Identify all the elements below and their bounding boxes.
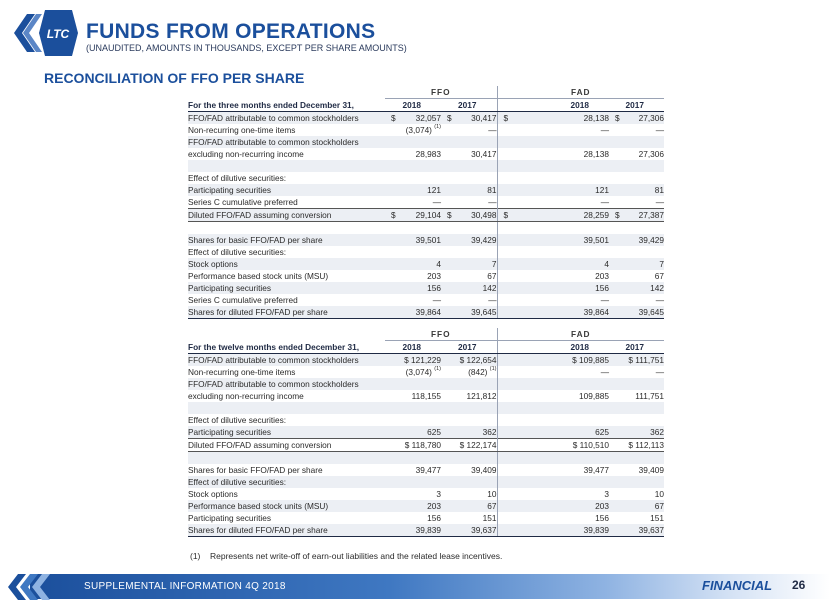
table-row: [188, 366, 664, 378]
year-header: 2017: [441, 99, 497, 112]
cell: 3: [497, 488, 609, 500]
cell: 121,812: [466, 391, 497, 401]
cell: 29,104: [415, 210, 441, 220]
table-row: [188, 196, 664, 209]
cell: 67: [441, 500, 497, 512]
footer-label: SUPPLEMENTAL INFORMATION 4Q 2018: [84, 581, 286, 592]
cell: 109,885: [497, 390, 609, 402]
cell: 39,501: [497, 234, 609, 246]
group-ffo: FFO: [385, 328, 497, 341]
currency-sign: $: [391, 113, 396, 123]
row-label: excluding non-recurring income: [188, 391, 304, 401]
cell: 118,155: [411, 391, 441, 401]
currency-sign: $: [447, 113, 452, 123]
row-label: Participating securities: [188, 282, 385, 294]
cell: —: [497, 294, 609, 306]
table-row: [188, 112, 664, 125]
cell: 81: [609, 184, 664, 196]
cell: 27,306: [638, 149, 664, 159]
cell: $ 110,510: [497, 439, 609, 452]
year-header: 2017: [441, 341, 497, 354]
cell: 39,429: [609, 234, 664, 246]
row-label: Diluted FFO/FAD assuming conversion: [188, 439, 385, 452]
row-label: Effect of dilutive securities:: [188, 415, 287, 425]
year-header: 2018: [385, 99, 441, 112]
cell: 10: [487, 489, 497, 499]
table-group-header: [188, 86, 664, 99]
table-row: [188, 378, 664, 390]
cell: 7: [441, 258, 497, 270]
cell: 30,417: [471, 149, 497, 159]
currency-sign: $: [447, 210, 452, 220]
table-row: [188, 184, 664, 196]
table-row: [188, 414, 664, 426]
row-label: Participating securities: [188, 513, 272, 523]
cell: $ 111,751: [609, 354, 664, 367]
cell: 27,306: [638, 113, 664, 123]
table-row: [188, 294, 664, 306]
ltc-logo: [14, 10, 78, 56]
footer-category: FINANCIAL: [702, 578, 773, 593]
cell: $ 109,885: [497, 354, 609, 367]
footnote-ref: (1): [434, 366, 441, 372]
cell: 39,645: [441, 306, 497, 319]
footnote: [190, 551, 502, 561]
row-label: Stock options: [188, 258, 385, 270]
cell: —: [655, 125, 664, 135]
cell: 39,637: [441, 524, 497, 537]
cell: 39,864: [385, 306, 441, 319]
cell: 30,498: [471, 210, 497, 220]
row-label: FFO/FAD attributable to common stockholders: [188, 136, 385, 148]
cell: 156: [427, 513, 441, 523]
table-row: [188, 426, 664, 439]
cell: 39,501: [385, 234, 441, 246]
cell: —: [488, 125, 497, 135]
cell: 203: [497, 500, 609, 512]
table-row: [188, 524, 664, 537]
year-header: 2018: [497, 341, 609, 354]
row-label: Shares for diluted FFO/FAD per share: [188, 524, 385, 537]
table-row: [188, 439, 664, 452]
table-row: [188, 124, 664, 136]
page-title: FUNDS FROM OPERATIONS: [86, 20, 376, 43]
table-row: [188, 282, 664, 294]
row-label: Non-recurring one-time items: [188, 367, 296, 377]
currency-sign: $: [503, 210, 509, 220]
cell: 151: [482, 513, 497, 523]
cell: —: [497, 196, 609, 209]
cell: 39,839: [385, 524, 441, 537]
cell: (842): [468, 367, 488, 377]
row-label: Participating securities: [188, 426, 385, 439]
year-header: 2017: [609, 341, 664, 354]
cell: —: [488, 295, 497, 305]
cell: 362: [441, 426, 497, 439]
cell: 156: [385, 282, 441, 294]
cell: 39,637: [609, 524, 664, 537]
currency-sign: $: [503, 113, 509, 123]
cell: 156: [497, 512, 609, 524]
table-group-header: [188, 328, 664, 341]
group-ffo: FFO: [385, 86, 497, 99]
cell: 30,417: [471, 113, 497, 123]
ffo-twelve-months-table: [188, 328, 664, 537]
cell: $ 122,654: [441, 354, 497, 367]
cell: (3,074): [405, 367, 432, 377]
cell: 625: [497, 426, 609, 439]
group-fad: FAD: [497, 328, 664, 341]
cell: 39,409: [471, 465, 497, 475]
footnote-marker: (1): [190, 551, 201, 561]
cell: 4: [385, 258, 441, 270]
cell: 67: [487, 271, 497, 281]
currency-sign: $: [615, 210, 620, 220]
table-row: [188, 464, 664, 476]
cell: 28,983: [415, 149, 441, 159]
row-label: FFO/FAD attributable to common stockholders: [188, 354, 385, 367]
cell: 28,138: [497, 148, 609, 160]
cell: 39,429: [441, 234, 497, 246]
cell: 203: [385, 500, 441, 512]
row-label: Shares for diluted FFO/FAD per share: [188, 306, 385, 319]
page-number: 26: [792, 578, 806, 592]
table-row: [188, 270, 664, 282]
table-row: [188, 306, 664, 319]
row-label: Performance based stock units (MSU): [188, 271, 329, 281]
cell: 142: [609, 282, 664, 294]
cell: 142: [441, 282, 497, 294]
spacer-row: [188, 222, 664, 235]
cell: 39,409: [638, 465, 664, 475]
row-label: Effect of dilutive securities:: [188, 476, 385, 488]
footer-chevrons-icon: [2, 572, 66, 602]
cell: 203: [427, 271, 441, 281]
section-title: RECONCILIATION OF FFO PER SHARE: [44, 70, 305, 86]
year-header: 2018: [385, 341, 441, 354]
cell: 67: [654, 271, 664, 281]
cell: 121: [497, 184, 609, 196]
row-label: Non-recurring one-time items: [188, 125, 296, 135]
cell: 625: [385, 426, 441, 439]
cell: 4: [497, 258, 609, 270]
cell: 203: [497, 270, 609, 282]
table-row: [188, 209, 664, 222]
cell: 39,839: [497, 524, 609, 537]
row-label: Diluted FFO/FAD assuming conversion: [188, 209, 385, 222]
period-label: For the three months ended December 31,: [188, 99, 385, 112]
table-row: [188, 246, 664, 258]
cell: 10: [654, 489, 664, 499]
cell: —: [432, 295, 441, 305]
row-label: FFO/FAD attributable to common stockholders: [188, 112, 385, 125]
row-label: Effect of dilutive securities:: [188, 247, 287, 257]
row-label: Performance based stock units (MSU): [188, 500, 385, 512]
cell: 121: [385, 184, 441, 196]
table-row: [188, 258, 664, 270]
spacer-row: [188, 160, 664, 172]
row-label: Shares for basic FFO/FAD per share: [188, 465, 323, 475]
cell: $ 121,229: [385, 354, 441, 367]
cell: 39,864: [497, 306, 609, 319]
spacer-row: [188, 452, 664, 465]
cell: $ 118,780: [385, 439, 441, 452]
table-row: [188, 148, 664, 160]
cell: —: [432, 197, 441, 207]
table-row: [188, 488, 664, 500]
spacer-row: [188, 402, 664, 414]
row-label: Series C cumulative preferred: [188, 295, 298, 305]
table-row: [188, 512, 664, 524]
row-label: FFO/FAD attributable to common stockholders: [188, 378, 385, 390]
row-label: Shares for basic FFO/FAD per share: [188, 234, 385, 246]
row-label: Series C cumulative preferred: [188, 197, 298, 207]
table-header-row: [188, 99, 664, 112]
row-label: excluding non-recurring income: [188, 149, 304, 159]
cell: $ 112,113: [609, 439, 664, 452]
table-row: [188, 172, 664, 184]
cell: 81: [441, 184, 497, 196]
cell: —: [488, 197, 497, 207]
table-row: [188, 390, 664, 402]
table-row: [188, 476, 664, 488]
cell: —: [655, 295, 664, 305]
cell: 27,387: [638, 210, 664, 220]
footnote-ref: (1): [489, 366, 497, 372]
year-header: 2018: [497, 99, 609, 112]
group-fad: FAD: [497, 86, 664, 99]
cell: 28,259: [583, 210, 609, 220]
cell: $ 122,174: [441, 439, 497, 452]
footnote-text: Represents net write-off of earn-out liabilities and the related lease incentives.: [210, 551, 503, 561]
cell: 39,645: [609, 306, 664, 319]
row-label: Effect of dilutive securities:: [188, 173, 287, 183]
cell: 32,057: [415, 113, 441, 123]
cell: 156: [497, 282, 609, 294]
cell: (3,074): [405, 125, 432, 135]
cell: 39,477: [497, 464, 609, 476]
row-label: Stock options: [188, 489, 238, 499]
table-header-row: [188, 341, 664, 354]
table-row: [188, 136, 664, 148]
cell: 362: [609, 426, 664, 439]
cell: —: [497, 366, 609, 378]
page-subtitle: (UNAUDITED, AMOUNTS IN THOUSANDS, EXCEPT PER SHARE AMOUNTS): [86, 43, 407, 53]
cell: —: [655, 367, 664, 377]
year-header: 2017: [609, 99, 664, 112]
cell: 151: [650, 513, 664, 523]
ffo-three-months-table: [188, 86, 664, 319]
cell: 67: [609, 500, 664, 512]
footnote-ref: (1): [434, 124, 441, 130]
cell: 111,751: [635, 391, 664, 401]
cell: 3: [436, 489, 441, 499]
table-row: [188, 354, 664, 367]
row-label: Participating securities: [188, 184, 385, 196]
period-label: For the twelve months ended December 31,: [188, 341, 385, 354]
currency-sign: $: [391, 210, 396, 220]
cell: 39,477: [415, 465, 441, 475]
currency-sign: $: [615, 113, 620, 123]
cell: —: [655, 197, 664, 207]
table-row: [188, 500, 664, 512]
logo-text: LTC: [46, 27, 70, 41]
cell: 7: [609, 258, 664, 270]
table-row: [188, 234, 664, 246]
cell: 28,138: [583, 113, 609, 123]
cell: —: [497, 124, 609, 136]
